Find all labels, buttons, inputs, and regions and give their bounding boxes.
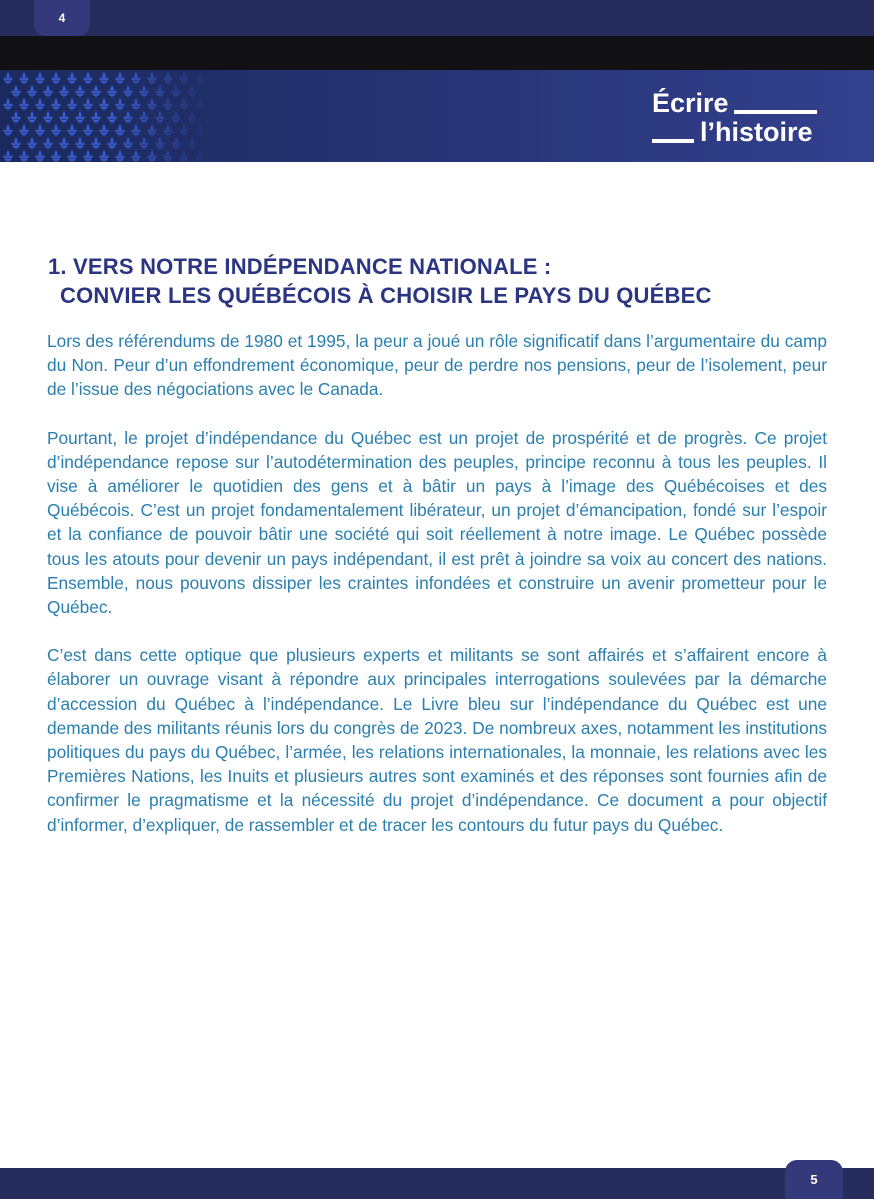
section-title-line2: CONVIER LES QUÉBÉCOIS À CHOISIR LE PAYS DU QUÉBEC — [60, 283, 712, 308]
page-footer-band — [0, 1168, 874, 1199]
paragraph: Pourtant, le projet d’indépendance du Québec est un projet de prospérité et de progrès. Ce projet d’indépendance repose sur l’autodétermination des peuples, principe reconnu à tous les peuples. Il vise à améliorer le quotidien des gens et à bâtir un pays à l’image des Québécoises et des Québécois. C’est un projet fondamentalement libérateur, un projet d’émancipation, fondé sur l’espoir et la confiance de pouvoir bâtir une société qui soit réellement à notre image. Le Québec possède tous les atouts pour devenir un pays indépendant, il est prêt à joindre sa voix au concert des nations. Ensemble, nous pouvons dissiper les craintes infondées et construire un avenir prometteur pour le Québec. — [47, 427, 827, 618]
brand-underline — [734, 110, 817, 114]
header-banner — [0, 70, 874, 162]
page-number: 5 — [785, 1160, 843, 1199]
previous-page-footer-band — [0, 0, 874, 36]
section-title — [48, 252, 838, 310]
paragraph: C’est dans cette optique que plusieurs experts et militants se sont affairés et s’affairent encore à élaborer un ouvrage visant à répondre aux principales interrogations soulevées par la démarche d’accession du Québec à l’indépendance. Le Livre bleu sur l’indépendance du Québec est une demande des militants réunis lors du congrès de 2023. De nombreux axes, notamment les institutions politiques du pays du Québec, l’armée, les relations internationales, la monnaie, les relations avec les Premières Nations, les Inuits et plusieurs autres sont examinés et des réponses sont fournies afin de confirmer le pragmatisme et la nécessité du projet d’indépendance. Ce document a pour objectif d’informer, d’expliquer, de rassembler et de tracer les contours du futur pays du Québec. — [47, 645, 827, 835]
paragraph: Lors des référendums de 1980 et 1995, la peur a joué un rôle significatif dans l’argumentaire du camp du Non. Peur d’un effondrement économique, peur de perdre nos pensions, peur de l’isolement, peur de l’issue des négociations avec le Canada. — [47, 331, 827, 400]
page-gutter — [0, 36, 874, 70]
brand-title-line1: Écrire — [652, 88, 729, 118]
brand-title-line2: l’histoire — [700, 117, 813, 147]
section-title-line1: 1. VERS NOTRE INDÉPENDANCE NATIONALE : — [48, 254, 552, 279]
brand-leading-rule — [652, 139, 694, 143]
previous-page-number: 4 — [34, 0, 90, 36]
body-text — [47, 329, 827, 861]
fleur-de-lis-icon — [0, 70, 210, 162]
brand-logo — [652, 84, 820, 148]
